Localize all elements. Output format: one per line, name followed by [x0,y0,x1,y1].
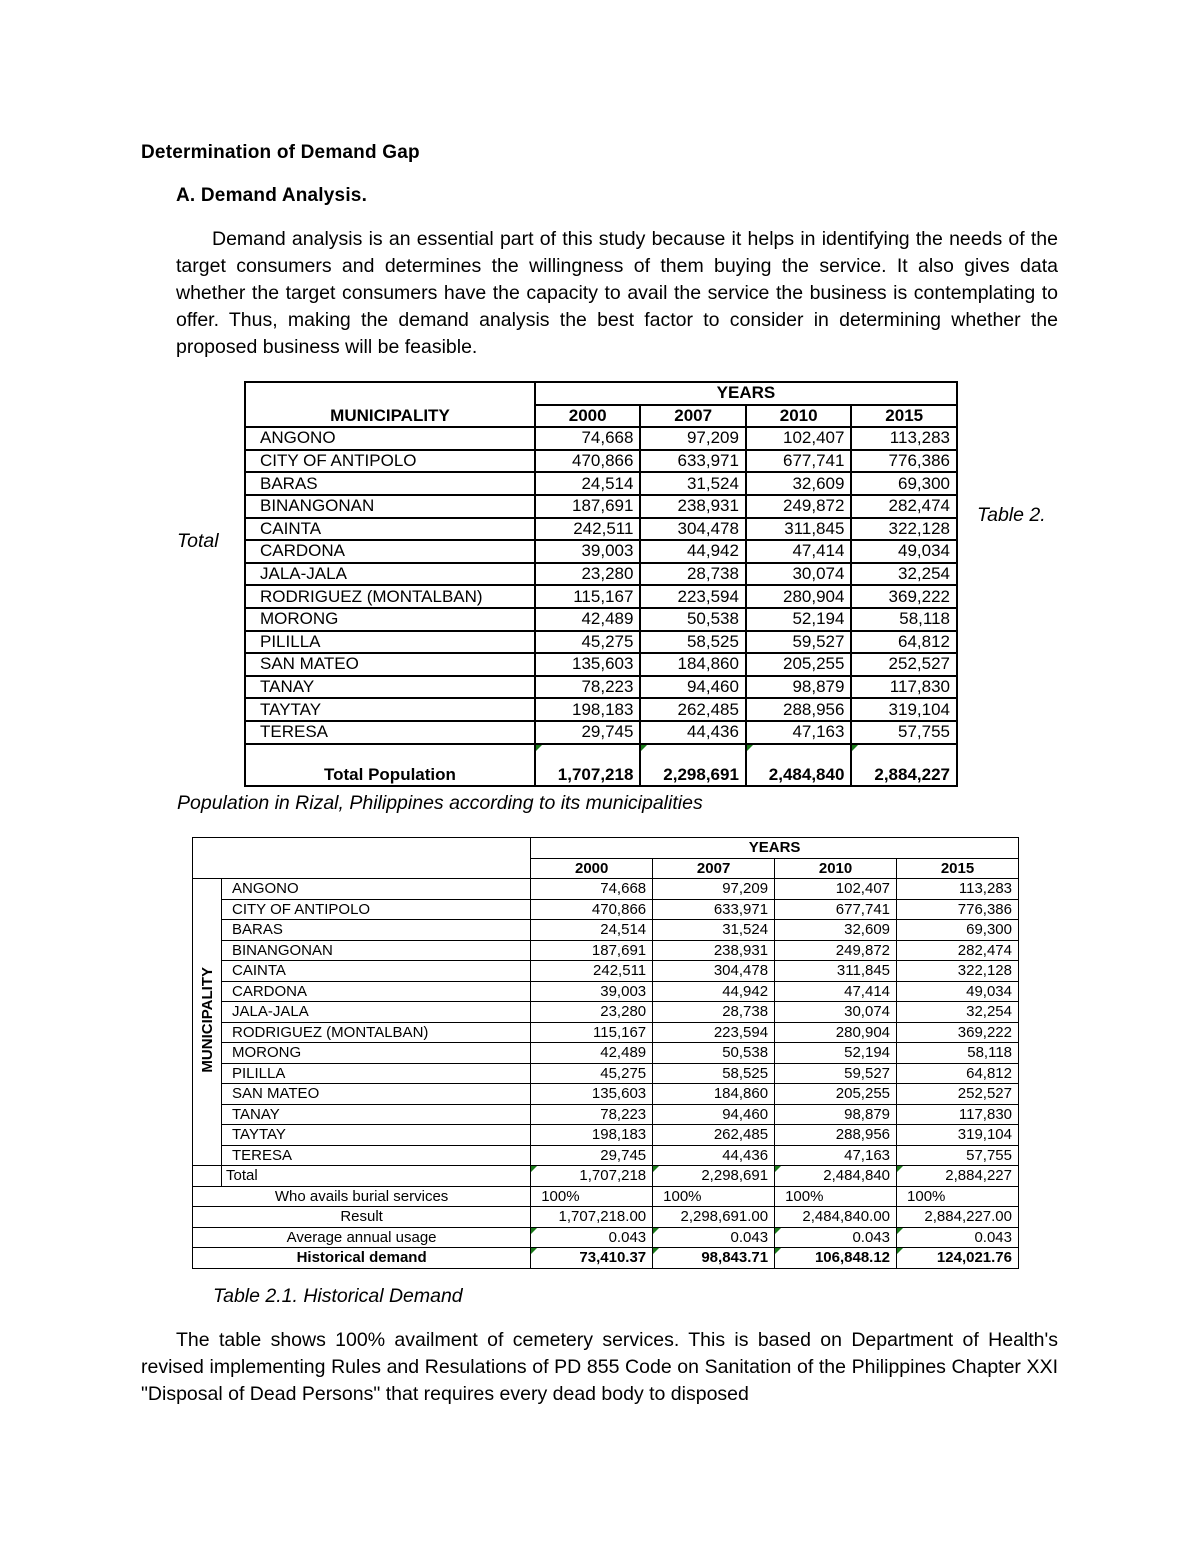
total-row-value: 2,298,691 [653,1166,775,1187]
population-value: 69,300 [851,472,957,495]
municipality-name: TAYTAY [245,698,535,721]
population-value: 288,956 [746,698,852,721]
municipality-name: TANAY [222,1104,531,1125]
population-value: 262,485 [653,1125,775,1146]
municipality-name: JALA-JALA [222,1002,531,1023]
population-value: 97,209 [640,427,746,450]
table-row [193,899,1019,920]
municipality-name: BINANGONAN [222,940,531,961]
population-value: 113,283 [897,879,1019,900]
population-value: 30,074 [746,563,852,586]
table-row [193,1104,1019,1125]
total-value: 1,707,218 [535,744,641,786]
population-value: 47,414 [746,540,852,563]
population-value: 23,280 [531,1002,653,1023]
municipality-header: MUNICIPALITY [245,382,535,427]
historical-demand-row-label: Historical demand [193,1248,531,1269]
population-value: 64,812 [897,1063,1019,1084]
population-value: 23,280 [535,563,641,586]
population-value: 30,074 [775,1002,897,1023]
population-value: 470,866 [535,450,641,473]
year-header: 2015 [851,405,957,428]
population-value: 98,879 [746,676,852,699]
result-row-value: 2,484,840.00 [775,1207,897,1228]
population-value: 49,034 [897,981,1019,1002]
population-value: 58,525 [653,1063,775,1084]
result-row [193,1207,1019,1228]
population-value: 115,167 [535,585,641,608]
population-value: 57,755 [851,721,957,744]
closing-paragraph: The table shows 100% availment of cemetery services. This is based on Department of Health's revised implementing Rules and Resulations of PD 855 Code on Sanitation of the Philippines Chapter XXI "Disposal of Dead Persons" that requires every dead body to disposed [141,1329,1058,1405]
population-value: 29,745 [531,1145,653,1166]
population-value: 304,478 [640,518,746,541]
population-value: 74,668 [535,427,641,450]
historical-demand-row-value: 73,410.37 [531,1248,653,1269]
population-value: 280,904 [775,1022,897,1043]
table-row [193,1043,1019,1064]
population-value: 633,971 [653,899,775,920]
population-value: 102,407 [746,427,852,450]
table-row [193,1022,1019,1043]
population-value: 44,942 [640,540,746,563]
population-value: 238,931 [653,940,775,961]
municipality-name: ANGONO [245,427,535,450]
population-value: 282,474 [897,940,1019,961]
page-heading: Determination of Demand Gap [141,142,420,163]
population-value: 187,691 [535,495,641,518]
population-value: 44,436 [653,1145,775,1166]
population-value: 32,609 [775,920,897,941]
municipality-name: PILILLA [245,631,535,654]
population-value: 633,971 [640,450,746,473]
population-value: 776,386 [851,450,957,473]
population-value: 184,860 [640,653,746,676]
table-row [193,1145,1019,1166]
municipality-name: SAN MATEO [222,1084,531,1105]
table-row [245,631,957,654]
population-value: 98,879 [775,1104,897,1125]
result-row-label: Result [193,1207,531,1228]
population-value: 205,255 [775,1084,897,1105]
result-row-value: 2,298,691.00 [653,1207,775,1228]
population-value: 223,594 [640,585,746,608]
population-value: 29,745 [535,721,641,744]
usage-row-value: 0.043 [775,1227,897,1248]
table-row [245,450,957,473]
municipality-name: ANGONO [222,879,531,900]
population-table [244,381,958,787]
intro-paragraph-text: Demand analysis is an essential part of this study because it helps in identifying the needs of the target consumers and determines the willingness of them buying the service. It also gives data whether the target consumers have the capacity to avail the service the business is contemplating to offer. Thus, making the demand analysis the best factor to consider in determining whether the proposed business will be feasible. [176,228,1058,358]
population-value: 319,104 [897,1125,1019,1146]
burial-row-value: 100% [653,1186,775,1207]
usage-row-value: 0.043 [897,1227,1019,1248]
population-value: 198,183 [535,698,641,721]
population-value: 117,830 [897,1104,1019,1125]
historical-demand-row [193,1248,1019,1269]
total-value: 2,884,227 [851,744,957,786]
table-row [245,653,957,676]
year-header: 2000 [531,858,653,879]
table-row [193,1084,1019,1105]
population-value: 57,755 [897,1145,1019,1166]
table-row [193,1002,1019,1023]
population-value: 262,485 [640,698,746,721]
population-value: 252,527 [897,1084,1019,1105]
population-value: 304,478 [653,961,775,982]
year-header: 2015 [897,858,1019,879]
population-value: 102,407 [775,879,897,900]
population-value: 59,527 [746,631,852,654]
population-value: 280,904 [746,585,852,608]
municipality-name: CARDONA [245,540,535,563]
population-value: 49,034 [851,540,957,563]
side-label-table2: Table 2. [977,504,1046,526]
municipality-name: CAINTA [245,518,535,541]
total-row-value: 2,484,840 [775,1166,897,1187]
municipality-name: BARAS [245,472,535,495]
population-value: 242,511 [535,518,641,541]
population-value: 238,931 [640,495,746,518]
table-row [193,940,1019,961]
population-value: 69,300 [897,920,1019,941]
population-value: 47,163 [746,721,852,744]
municipality-name: TAYTAY [222,1125,531,1146]
population-value: 223,594 [653,1022,775,1043]
municipality-name: MORONG [222,1043,531,1064]
population-value: 45,275 [531,1063,653,1084]
table-row [245,721,957,744]
population-value: 31,524 [653,920,775,941]
population-value: 369,222 [897,1022,1019,1043]
population-value: 32,254 [851,563,957,586]
vertical-label-cell [193,879,222,1166]
historical-demand-row-value: 98,843.71 [653,1248,775,1269]
result-row-value: 2,884,227.00 [897,1207,1019,1228]
population-value: 74,668 [531,879,653,900]
year-header: 2010 [746,405,852,428]
population-value: 288,956 [775,1125,897,1146]
population-value: 135,603 [531,1084,653,1105]
usage-row-value: 0.043 [653,1227,775,1248]
population-value: 319,104 [851,698,957,721]
historical-demand-row-value: 106,848.12 [775,1248,897,1269]
section-heading: A. Demand Analysis. [176,185,368,206]
total-row [245,744,957,786]
municipality-name: SAN MATEO [245,653,535,676]
total-row-label: Total [222,1166,531,1187]
population-value: 24,514 [535,472,641,495]
population-value: 45,275 [535,631,641,654]
population-value: 311,845 [775,961,897,982]
municipality-name: BINANGONAN [245,495,535,518]
table-row [193,961,1019,982]
year-header: 2010 [775,858,897,879]
population-value: 28,738 [653,1002,775,1023]
population-value: 322,128 [851,518,957,541]
year-header: 2000 [535,405,641,428]
year-header: 2007 [653,858,775,879]
table-row [193,981,1019,1002]
population-value: 322,128 [897,961,1019,982]
population-value: 135,603 [535,653,641,676]
table-caption-historical-demand: Table 2.1. Historical Demand [213,1285,463,1307]
population-value: 58,118 [897,1043,1019,1064]
usage-row-label: Average annual usage [193,1227,531,1248]
municipality-name: JALA-JALA [245,563,535,586]
population-value: 677,741 [746,450,852,473]
population-value: 94,460 [640,676,746,699]
table-row [245,698,957,721]
years-header-2: YEARS [531,838,1019,859]
population-value: 44,436 [640,721,746,744]
population-value: 31,524 [640,472,746,495]
population-value: 113,283 [851,427,957,450]
population-value: 44,942 [653,981,775,1002]
population-value: 117,830 [851,676,957,699]
municipality-name: MORONG [245,608,535,631]
population-value: 52,194 [775,1043,897,1064]
population-value: 187,691 [531,940,653,961]
total-row-value: 1,707,218 [531,1166,653,1187]
burial-row-value: 100% [531,1186,653,1207]
population-value: 42,489 [531,1043,653,1064]
population-value: 52,194 [746,608,852,631]
municipality-name: CAINTA [222,961,531,982]
population-value: 24,514 [531,920,653,941]
population-value: 470,866 [531,899,653,920]
table-caption-population: Population in Rizal, Philippines according to its municipalities [177,792,703,814]
population-value: 97,209 [653,879,775,900]
result-row-value: 1,707,218.00 [531,1207,653,1228]
total-value: 2,298,691 [640,744,746,786]
municipality-name: PILILLA [222,1063,531,1084]
population-value: 39,003 [531,981,653,1002]
municipality-name: TERESA [222,1145,531,1166]
population-value: 32,609 [746,472,852,495]
population-value: 282,474 [851,495,957,518]
municipality-name: RODRIGUEZ (MONTALBAN) [245,585,535,608]
population-value: 42,489 [535,608,641,631]
population-value: 184,860 [653,1084,775,1105]
total-row [193,1166,1019,1187]
population-value: 677,741 [775,899,897,920]
population-value: 369,222 [851,585,957,608]
population-value: 32,254 [897,1002,1019,1023]
table-row [193,1125,1019,1146]
population-value: 64,812 [851,631,957,654]
total-row-value: 2,884,227 [897,1166,1019,1187]
table-row [245,427,957,450]
population-value: 78,223 [531,1104,653,1125]
population-value: 205,255 [746,653,852,676]
burial-row-label: Who avails burial services [193,1186,531,1207]
population-value: 311,845 [746,518,852,541]
population-value: 58,118 [851,608,957,631]
table-row [245,676,957,699]
table-row [193,879,1019,900]
municipality-name: BARAS [222,920,531,941]
population-value: 249,872 [746,495,852,518]
total-value: 2,484,840 [746,744,852,786]
population-value: 47,414 [775,981,897,1002]
population-value: 78,223 [535,676,641,699]
population-value: 115,167 [531,1022,653,1043]
table-row [245,540,957,563]
population-value: 94,460 [653,1104,775,1125]
total-label: Total Population [245,744,535,786]
historical-demand-row-value: 124,021.76 [897,1248,1019,1269]
population-value: 47,163 [775,1145,897,1166]
burial-row-value: 100% [775,1186,897,1207]
table-row [193,1063,1019,1084]
population-value: 39,003 [535,540,641,563]
corner-cell [193,838,531,879]
table-row [245,495,957,518]
intro-paragraph [176,226,1058,361]
table-row [193,920,1019,941]
years-header: YEARS [535,382,957,405]
usage-row-value: 0.043 [531,1227,653,1248]
table-row [245,608,957,631]
vertical-label: MUNICIPALITY [198,966,216,1073]
population-value: 242,511 [531,961,653,982]
municipality-name: CITY OF ANTIPOLO [222,899,531,920]
population-value: 249,872 [775,940,897,961]
municipality-name: TANAY [245,676,535,699]
population-value: 252,527 [851,653,957,676]
usage-row [193,1227,1019,1248]
population-value: 50,538 [640,608,746,631]
municipality-name: RODRIGUEZ (MONTALBAN) [222,1022,531,1043]
population-value: 58,525 [640,631,746,654]
population-value: 28,738 [640,563,746,586]
population-value: 198,183 [531,1125,653,1146]
population-value: 776,386 [897,899,1019,920]
population-value: 59,527 [775,1063,897,1084]
table-row [245,472,957,495]
municipality-name: CITY OF ANTIPOLO [245,450,535,473]
table-row [245,563,957,586]
historical-demand-table [192,837,1019,1269]
empty-cell [193,1166,222,1187]
population-value: 50,538 [653,1043,775,1064]
municipality-name: CARDONA [222,981,531,1002]
side-label-total: Total [177,530,219,552]
year-header: 2007 [640,405,746,428]
burial-row-value: 100% [897,1186,1019,1207]
municipality-name: TERESA [245,721,535,744]
burial-row [193,1186,1019,1207]
table-row [245,585,957,608]
table-row [245,518,957,541]
